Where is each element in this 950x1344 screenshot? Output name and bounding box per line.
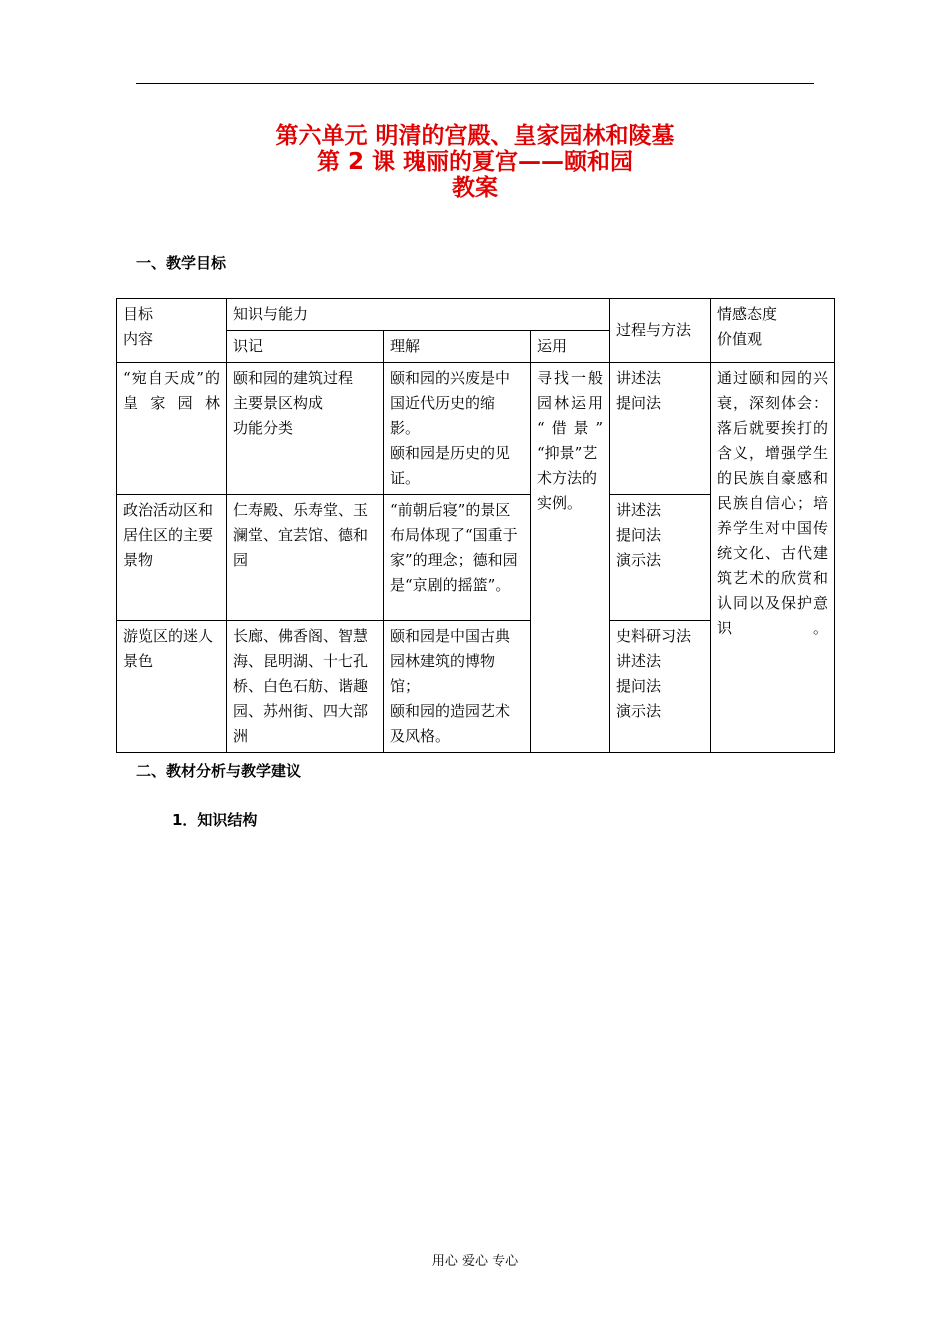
page-footer: 用心 爱心 专心 xyxy=(431,1254,519,1269)
header-emotion: 情感态度 价值观 xyxy=(711,299,835,363)
row-process: 讲述法 提问法 演示法 xyxy=(610,495,711,621)
header-process: 过程与方法 xyxy=(610,299,711,363)
row-remember: 长廊、佛香阁、智慧海、昆明湖、十七孔桥、白色石舫、谐趣园、苏州街、四大部洲 xyxy=(227,621,384,753)
row-content: “宛自天成”的皇家园林 xyxy=(117,363,227,495)
section-heading-analysis: 二、教材分析与教学建议 xyxy=(136,762,302,780)
doc-type-title: 教案 xyxy=(452,175,498,201)
row-process: 讲述法 提问法 xyxy=(610,363,711,495)
header-target-content: 目标 内容 xyxy=(117,299,227,363)
unit-title: 第六单元 明清的宫殿、皇家园林和陵墓 xyxy=(275,123,675,149)
row-understand: “前朝后寝”的景区布局体现了“国重于家”的理念；德和园是“京剧的摇篮”。 xyxy=(384,495,531,621)
section-heading-goals: 一、教学目标 xyxy=(136,254,227,272)
header-apply: 运用 xyxy=(531,331,610,363)
subsection-heading-structure: 1．知识结构 xyxy=(172,811,258,829)
header-knowledge: 知识与能力 xyxy=(227,299,610,331)
apply-cell: 寻找一般园林运用 “借景” “抑景”艺术方法的实例。 xyxy=(531,363,610,753)
header-remember: 识记 xyxy=(227,331,384,363)
teaching-goals-table xyxy=(116,298,835,753)
emotion-cell: 通过颐和园的兴衰，深刻体会：落后就要挨打的含义，增强学生的民族自豪感和民族自信心；培养学生对中国传统文化、古代建筑艺术的欣赏和认同以及保护意识。 xyxy=(711,363,835,753)
header-rule xyxy=(136,83,814,84)
row-understand: 颐和园是中国古典园林建筑的博物馆； 颐和园的造园艺术及风格。 xyxy=(384,621,531,753)
row-remember: 颐和园的建筑过程 主要景区构成 功能分类 xyxy=(227,363,384,495)
header-understand: 理解 xyxy=(384,331,531,363)
row-understand: 颐和园的兴废是中国近代历史的缩影。 颐和园是历史的见证。 xyxy=(384,363,531,495)
table-row xyxy=(117,363,835,495)
row-content: 游览区的迷人景色 xyxy=(117,621,227,753)
row-process: 史料研习法 讲述法 提问法 演示法 xyxy=(610,621,711,753)
row-remember: 仁寿殿、乐寿堂、玉澜堂、宜芸馆、德和园 xyxy=(227,495,384,621)
lesson-title: 第 2 课 瑰丽的夏宫——颐和园 xyxy=(316,149,634,175)
row-content: 政治活动区和居住区的主要景物 xyxy=(117,495,227,621)
